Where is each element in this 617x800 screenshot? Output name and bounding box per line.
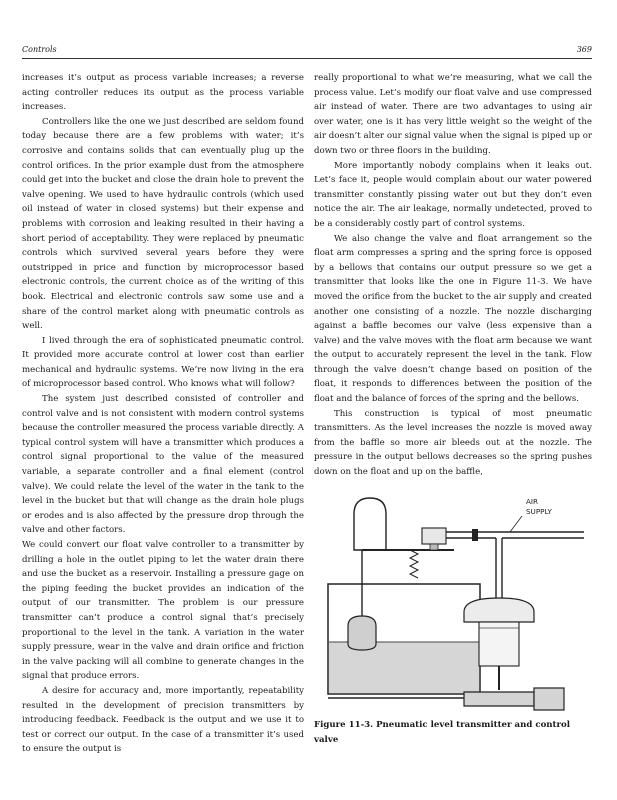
label-leader xyxy=(510,516,522,532)
orifice xyxy=(472,529,478,541)
float xyxy=(348,616,376,650)
header-rule xyxy=(22,58,592,59)
left-column xyxy=(22,71,304,757)
right-column xyxy=(314,71,592,480)
figure-11-3 xyxy=(314,492,592,714)
paragraph: This construction is typical of most pneumatic transmitters. As the level increases the nozzle is moved away from the baffle so more air bleeds out at the nozzle. The pressure in the output bellows decreases so the spring pushes down on the float and up on the baffle, xyxy=(314,408,592,478)
paragraph: We also change the valve and float arrangement so the float arm compresses a spring and the spring force is opposed by a bellows that contains our output pressure so we get a transmitter that looks like the one in Figure 11-3. We have moved the orifice from the bucket to the air supply and created another one consisting of a nozzle. The nozzle discharging against a baffle becomes our valve (less expensive than a valve) and the valve moves with the float arm because we want the output to accurately represent the level in the tank. Flow through the valve doesn’t change based on position of the float, it responds to differences between the position of the float and the balance of forces of the spring and the bellows. xyxy=(314,233,592,405)
paragraph: More importantly nobody complains when it leaks out. Let’s face it, people would complain about our water powered transmitter constantly pissing water out but they don’t even notice the air. The air leakage, normally undetected, proved to be a considerably costly part of control systems. xyxy=(314,160,592,229)
paragraph: really proportional to what we’re measuring, what we call the process value. Let’s modify our float valve and use compressed air instead of water. There are two advantages to using air over water, one is it has very little weight so the weight of the air doesn’t alter our signal value when the signal is piped up or down two or three floors in the building. xyxy=(314,73,592,156)
bellows xyxy=(479,622,519,666)
paragraph: We could convert our float valve controller to a transmitter by drilling a hole in the outlet piping to let the water drain there and use the bucket as a reservoir. Installing a pressure gage on the piping feeding the bucket provides an indication of the output of our transmitter. The problem is our pressure transmitter can’t produce a control signal that’s precisely proportional to the level in the tank. A variation in the water supply pressure, wear in the valve and drain orifice and friction in the valve packing will all combine to generate changes in the signal that produce errors. xyxy=(22,540,304,682)
paragraph: The system just described consisted of controller and control valve and is not consistent with modern control systems because the controller measured the process variable directly. A typical control system will have a transmitter which produces a control signal proportional to the value of the measured variable, a separate controller and a final element (control valve). We could relate the level of the water in the tank to the level in the bucket but that will change as the drain hole plugs or erodes and is also affected by the pressure drop through the valve and other factors. xyxy=(22,394,304,536)
water-fill xyxy=(329,642,479,693)
running-head-section: Controls xyxy=(22,45,57,54)
paragraph: A desire for accuracy and, more importantly, repeatability resulted in the development of precision transmitters by introducing feedback. Feedback is the output and we use it to test or correct our output. In the case of a transmitter it’s used to ensure the output is xyxy=(22,685,304,755)
page-number: 369 xyxy=(576,45,592,54)
nozzle-tip xyxy=(430,544,438,550)
diaphragm-housing xyxy=(464,598,534,622)
paragraph: Controllers like the one we just described are seldom found today because there are a few problems with water; it’s corrosive and contains solids that can eventually plug up the control orifices. In the prior example dust from the atmosphere could get into the bucket and close the drain hole to prevent the valve opening. We used to have hydraulic controls (which used oil instead of water in closed systems) but their expense and problems with corrosion and leaking resulted in their having a short period of acceptability. They were replaced by pneumatic controls which survived several years before they were outstripped in price and function by microprocessor based electronic controls, the current choice as of the writing of this book. Electrical and electronic controls saw some use and a share of the control market along with pneumatic controls as well. xyxy=(22,116,304,332)
supply-label: SUPPLY xyxy=(526,507,552,516)
nozzle-body xyxy=(422,528,446,544)
pneumatic-transmitter-diagram xyxy=(314,492,592,714)
paragraph: increases it’s output as process variable increases; a reverse acting controller reduces its output as the process variable increases. xyxy=(22,73,304,113)
figure-caption: Figure 11-3. Pneumatic level transmitter and control valve xyxy=(314,720,571,745)
paragraph: I lived through the era of sophisticated pneumatic control. It provided more accurate control at lower cost than earlier mechanical and hydraulic systems. We’re now living in the era of microprocessor based control. Who knows what will follow? xyxy=(22,335,304,390)
page-header xyxy=(22,45,592,59)
air-label: AIR xyxy=(526,497,539,506)
arm-spring xyxy=(410,550,418,578)
valve-outlet xyxy=(534,688,564,710)
hood xyxy=(354,498,386,550)
valve-body xyxy=(464,692,534,706)
